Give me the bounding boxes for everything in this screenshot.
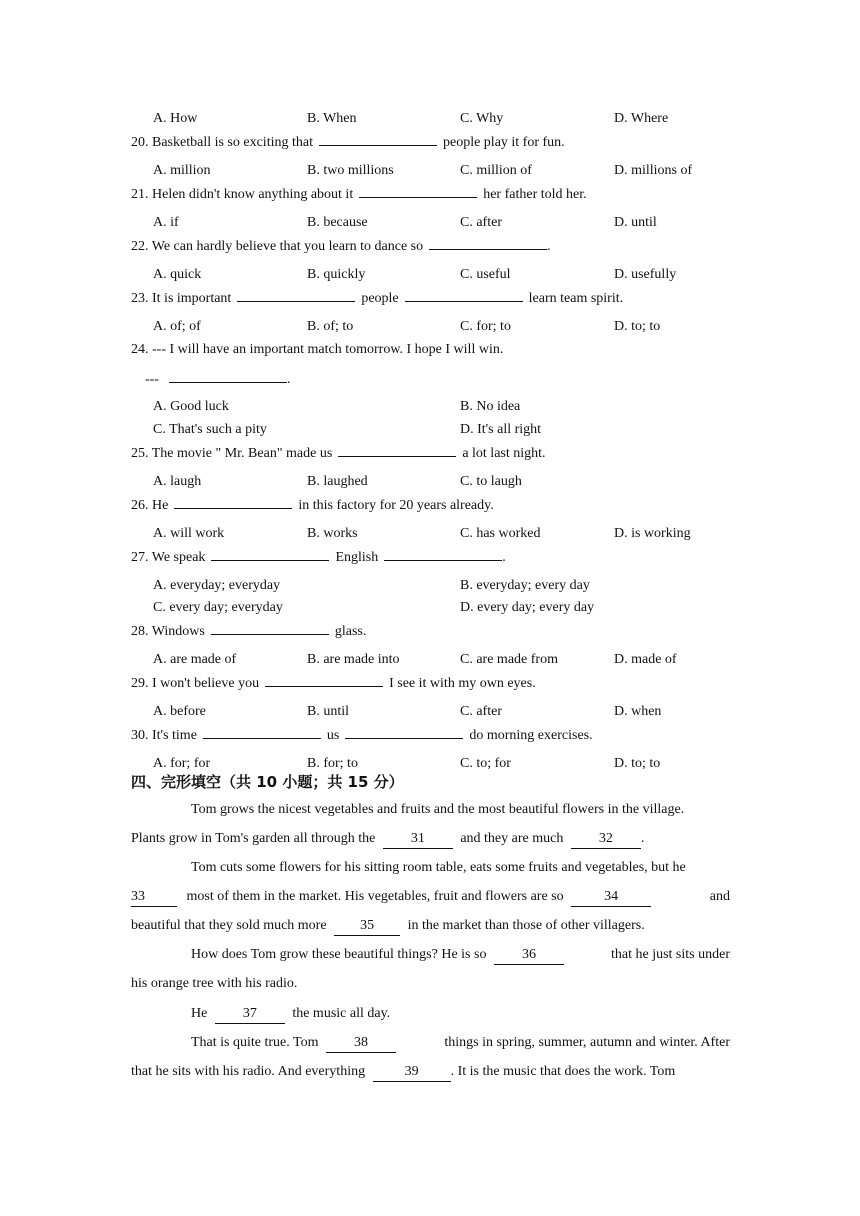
option-a: A. million bbox=[153, 163, 211, 178]
passage-text: That is quite true. Tom bbox=[191, 1035, 319, 1050]
option-d: D. when bbox=[614, 704, 662, 719]
option-d: D. is working bbox=[614, 526, 691, 541]
question-24-reply bbox=[145, 370, 291, 389]
q25-options bbox=[0, 473, 860, 491]
question-text-end: glass. bbox=[334, 624, 367, 639]
question-21 bbox=[131, 185, 587, 204]
option-c: C. are made from bbox=[460, 652, 558, 667]
question-24: 24. --- I will have an important match tomorrow. I hope I will win. bbox=[131, 342, 504, 357]
option-a: A. everyday; everyday bbox=[153, 578, 281, 593]
q26-options bbox=[0, 525, 860, 543]
answer-blank bbox=[237, 289, 355, 302]
q19-options bbox=[0, 110, 860, 128]
blank-39: 39 bbox=[373, 1063, 451, 1082]
question-text: 21. Helen didn't know anything about it bbox=[131, 187, 354, 202]
q24-options-row2 bbox=[0, 421, 860, 439]
option-d: D. It's all right bbox=[460, 422, 542, 437]
option-c: C. to laugh bbox=[460, 474, 522, 489]
option-c: C. Why bbox=[460, 111, 504, 126]
option-a: A. before bbox=[153, 704, 206, 719]
passage-text: the music all day. bbox=[292, 1006, 391, 1021]
question-29 bbox=[131, 674, 536, 693]
option-b: B. for; to bbox=[307, 756, 358, 771]
passage-text: . It is the music that does the work. Tom bbox=[450, 1064, 676, 1079]
option-d: D. made of bbox=[614, 652, 677, 667]
option-c: C. million of bbox=[460, 163, 532, 178]
option-d: D. until bbox=[614, 215, 657, 230]
question-27 bbox=[131, 548, 506, 567]
option-d: D. millions of bbox=[614, 163, 693, 178]
answer-blank bbox=[174, 496, 292, 509]
blank-38: 38 bbox=[326, 1034, 396, 1053]
answer-blank bbox=[384, 548, 502, 561]
option-c: C. every day; everyday bbox=[153, 600, 283, 615]
question-text-end: in this factory for 20 years already. bbox=[298, 498, 494, 513]
passage-line bbox=[131, 830, 644, 849]
option-d: D. every day; every day bbox=[460, 600, 595, 615]
question-text-mid: English bbox=[335, 550, 379, 565]
question-text: 26. He bbox=[131, 498, 169, 513]
question-text-end: learn team spirit. bbox=[528, 291, 624, 306]
option-b: B. No idea bbox=[460, 399, 521, 414]
answer-blank bbox=[405, 289, 523, 302]
blank-31: 31 bbox=[383, 830, 453, 849]
answer-blank bbox=[429, 237, 547, 250]
passage-text: . bbox=[640, 831, 645, 846]
blank-36: 36 bbox=[494, 946, 564, 965]
option-c: C. for; to bbox=[460, 319, 511, 334]
question-text: 20. Basketball is so exciting that bbox=[131, 135, 313, 150]
question-25 bbox=[131, 444, 546, 463]
option-d: D. Where bbox=[614, 111, 669, 126]
passage-text: that he sits with his radio. And everything bbox=[131, 1064, 366, 1079]
passage-line bbox=[131, 917, 645, 936]
q21-options bbox=[0, 214, 860, 232]
passage-text: that he just sits under bbox=[611, 947, 730, 962]
passage-line: Tom grows the nicest vegetables and fruits and the most beautiful flowers in the village. bbox=[191, 802, 685, 817]
question-text: 23. It is important bbox=[131, 291, 232, 306]
question-text: 27. We speak bbox=[131, 550, 206, 565]
question-text-end: do morning exercises. bbox=[469, 728, 593, 743]
q23-options bbox=[0, 318, 860, 336]
answer-blank bbox=[169, 370, 287, 383]
q22-options bbox=[0, 266, 860, 284]
option-b: B. are made into bbox=[307, 652, 400, 667]
blank-33: 33 bbox=[131, 888, 177, 907]
option-c: C. after bbox=[460, 215, 502, 230]
answer-blank bbox=[345, 726, 463, 739]
option-a: A. will work bbox=[153, 526, 225, 541]
passage-text: and they are much bbox=[460, 831, 564, 846]
option-c: C. after bbox=[460, 704, 502, 719]
option-a: A. Good luck bbox=[153, 399, 229, 414]
question-text-end: her father told her. bbox=[483, 187, 587, 202]
passage-text: most of them in the market. His vegetables, fruit and flowers are so bbox=[186, 889, 564, 904]
question-28 bbox=[131, 622, 366, 641]
q24-options-row1 bbox=[0, 398, 860, 416]
option-a: A. if bbox=[153, 215, 179, 230]
option-b: B. until bbox=[307, 704, 350, 719]
answer-blank bbox=[211, 548, 329, 561]
passage-line bbox=[131, 888, 730, 907]
question-text-end: . bbox=[287, 372, 291, 387]
option-b: B. of; to bbox=[307, 319, 354, 334]
question-text-end: a lot last night. bbox=[462, 446, 546, 461]
question-text-mid: us bbox=[326, 728, 340, 743]
q20-options bbox=[0, 162, 860, 180]
option-a: A. quick bbox=[153, 267, 202, 282]
question-text: 29. I won't believe you bbox=[131, 676, 260, 691]
option-c: C. to; for bbox=[460, 756, 511, 771]
option-a: A. laugh bbox=[153, 474, 202, 489]
option-b: B. everyday; every day bbox=[460, 578, 590, 593]
question-20 bbox=[131, 133, 565, 152]
question-text: 28. Windows bbox=[131, 624, 205, 639]
passage-text: beautiful that they sold much more bbox=[131, 918, 327, 933]
passage-line bbox=[191, 946, 730, 965]
option-c: C. has worked bbox=[460, 526, 541, 541]
question-text-mid: people bbox=[361, 291, 399, 306]
passage-text: He bbox=[191, 1006, 208, 1021]
option-c: C. That's such a pity bbox=[153, 422, 267, 437]
passage-line: his orange tree with his radio. bbox=[131, 976, 298, 991]
q30-options bbox=[0, 755, 860, 773]
option-b: B. two millions bbox=[307, 163, 394, 178]
passage-text: How does Tom grow these beautiful things? He is so bbox=[191, 947, 487, 962]
blank-32: 32 bbox=[571, 830, 641, 849]
option-b: B. quickly bbox=[307, 267, 366, 282]
answer-blank bbox=[319, 133, 437, 146]
option-d: D. usefully bbox=[614, 267, 677, 282]
question-text: 22. We can hardly believe that you learn to dance so bbox=[131, 239, 424, 254]
option-a: A. How bbox=[153, 111, 198, 126]
blank-34: 34 bbox=[571, 888, 651, 907]
option-c: C. useful bbox=[460, 267, 511, 282]
option-a: A. of; of bbox=[153, 319, 201, 334]
option-a: A. are made of bbox=[153, 652, 237, 667]
option-a: A. for; for bbox=[153, 756, 211, 771]
option-b: B. When bbox=[307, 111, 357, 126]
passage-text: and bbox=[709, 889, 730, 904]
answer-blank bbox=[338, 444, 456, 457]
option-b: B. laughed bbox=[307, 474, 368, 489]
option-b: B. because bbox=[307, 215, 368, 230]
question-text-end: . bbox=[502, 550, 506, 565]
passage-line bbox=[131, 1063, 730, 1082]
answer-blank bbox=[203, 726, 321, 739]
blank-35: 35 bbox=[334, 917, 400, 936]
passage-line bbox=[191, 1034, 730, 1053]
passage-line bbox=[191, 1005, 390, 1024]
passage-text: things in spring, summer, autumn and winter. After bbox=[444, 1035, 730, 1050]
q29-options bbox=[0, 703, 860, 721]
question-text-end: people play it for fun. bbox=[442, 135, 565, 150]
question-26 bbox=[131, 496, 494, 515]
option-d: D. to; to bbox=[614, 756, 661, 771]
q28-options bbox=[0, 651, 860, 669]
passage-text: in the market than those of other villagers. bbox=[407, 918, 645, 933]
answer-blank bbox=[265, 674, 383, 687]
question-text-end: I see it with my own eyes. bbox=[389, 676, 536, 691]
question-text: 30. It's time bbox=[131, 728, 197, 743]
answer-blank bbox=[211, 622, 329, 635]
dash-prefix: --- bbox=[145, 372, 159, 387]
q27-options-row1 bbox=[0, 577, 860, 595]
answer-blank bbox=[359, 185, 477, 198]
blank-37: 37 bbox=[215, 1005, 285, 1024]
passage-text: Plants grow in Tom's garden all through the bbox=[131, 831, 376, 846]
question-text-end: . bbox=[547, 239, 551, 254]
option-d: D. to; to bbox=[614, 319, 661, 334]
section-heading-cloze: 四、完形填空（共 10 小题；共 15 分） bbox=[131, 773, 404, 791]
question-30 bbox=[131, 726, 593, 745]
question-text: 25. The movie " Mr. Bean" made us bbox=[131, 446, 333, 461]
question-22 bbox=[131, 237, 551, 256]
q27-options-row2 bbox=[0, 599, 860, 617]
question-23 bbox=[131, 289, 623, 308]
passage-line: Tom cuts some flowers for his sitting room table, eats some fruits and vegetables, but he bbox=[191, 860, 686, 875]
option-b: B. works bbox=[307, 526, 358, 541]
